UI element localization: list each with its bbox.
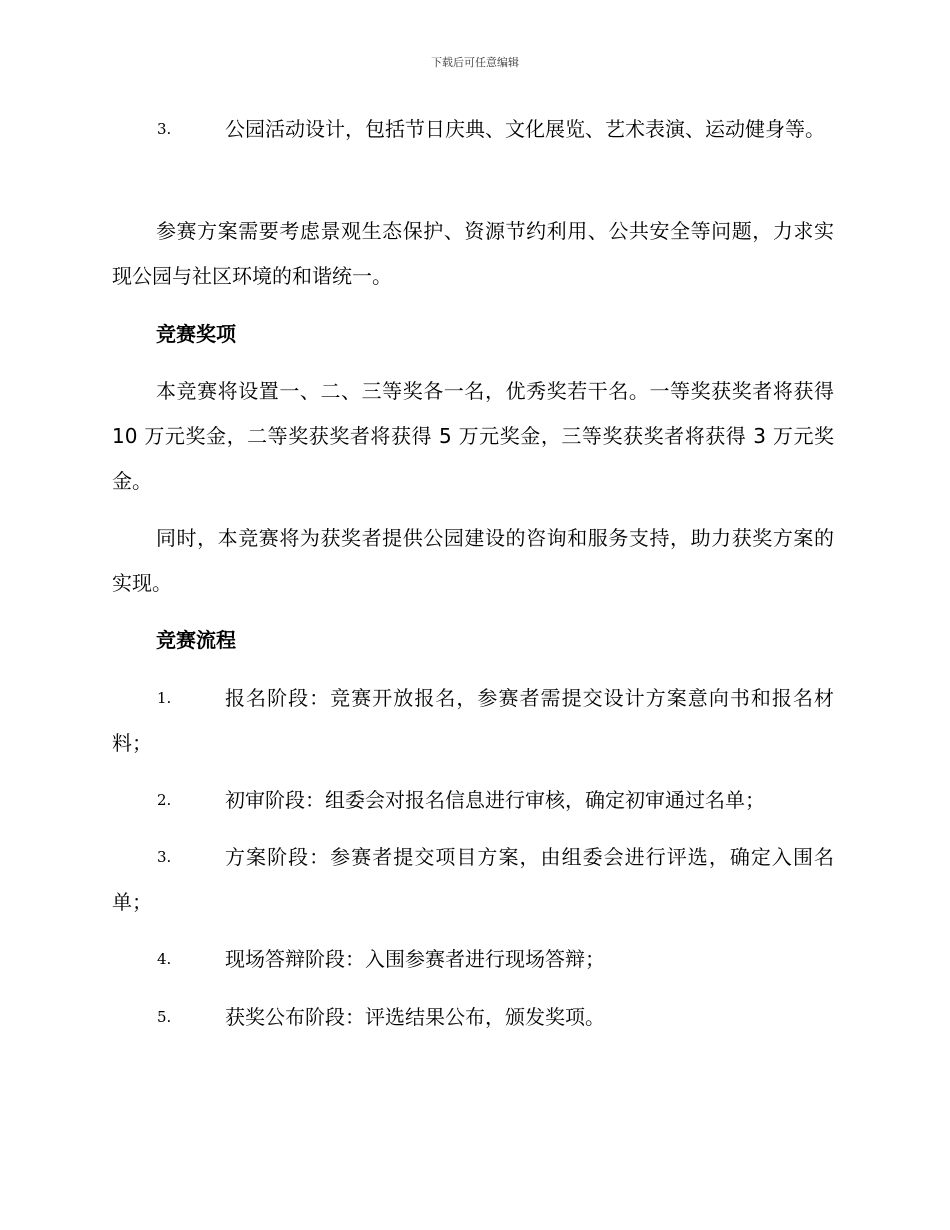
- list-number: 1.: [157, 689, 172, 707]
- list-number: 3.: [157, 848, 172, 866]
- process-item: [112, 778, 834, 823]
- heading-awards: 竞赛奖项: [156, 322, 236, 346]
- list-text: 现场答辩阶段：入围参赛者进行现场答辩；: [225, 947, 605, 971]
- list-number: 3.: [157, 120, 172, 138]
- list-text: 方案阶段：参赛者提交项目方案，由组委会进行评选，确定入围名单；: [112, 845, 834, 914]
- process-item: [112, 676, 834, 766]
- list-item-activity-design: [112, 107, 834, 152]
- process-item: [112, 995, 834, 1040]
- list-number: 4.: [157, 950, 172, 968]
- list-text: 获奖公布阶段：评选结果公布，颁发奖项。: [225, 1005, 605, 1029]
- list-number: 2.: [157, 791, 172, 809]
- heading-process: 竞赛流程: [156, 628, 236, 652]
- paragraph-support: 同时，本竞赛将为获奖者提供公园建设的咨询和服务支持，助力获奖方案的实现。: [112, 526, 834, 595]
- page-header: 下载后可任意编辑: [431, 56, 519, 69]
- process-item: [112, 835, 834, 925]
- process-item: [112, 937, 834, 982]
- list-number: 5.: [157, 1008, 172, 1026]
- list-text: 公园活动设计，包括节日庆典、文化展览、艺术表演、运动健身等。: [225, 117, 825, 141]
- paragraph-awards: 本竞赛将设置一、二、三等奖各一名，优秀奖若干名。一等奖获奖者将获得 10 万元奖金，二等奖获奖者将获得 5 万元奖金，三等奖获奖者将获得 3 万元奖金。: [112, 379, 834, 493]
- list-text: 报名阶段：竞赛开放报名，参赛者需提交设计方案意向书和报名材料；: [112, 686, 834, 755]
- paragraph-requirements: 参赛方案需要考虑景观生态保护、资源节约利用、公共安全等问题，力求实现公园与社区环境的和谐统一。: [112, 219, 834, 288]
- list-text: 初审阶段：组委会对报名信息进行审核，确定初审通过名单；: [225, 788, 765, 812]
